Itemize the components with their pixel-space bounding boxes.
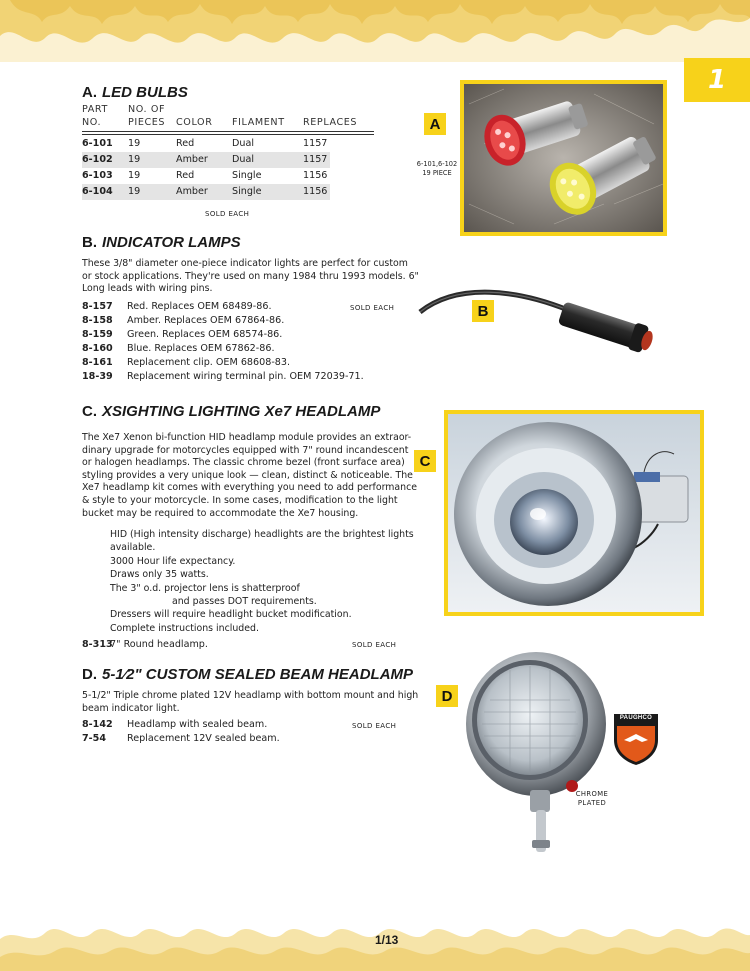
- desc-line: styling provides a very unique look — clean, distinct & noticeable. The: [82, 469, 413, 481]
- feature-line: available.: [110, 542, 156, 554]
- row-replaces: 1157: [303, 138, 328, 149]
- row-color: Red: [176, 138, 195, 149]
- section-c-description: [82, 432, 417, 520]
- part-desc: Green. Replaces OEM 68574-86.: [127, 329, 283, 340]
- caption-line: CHROME: [575, 790, 609, 798]
- flame-pattern: [0, 0, 750, 62]
- desc-line: or stock applications. They're used on many 1984 thru 1993 models. 6": [82, 270, 419, 282]
- section-b-description: [82, 258, 419, 296]
- section-c-name: XSIGHTING LIGHTING Xe7 HEADLAMP: [102, 403, 381, 420]
- row-pieces: 19: [128, 154, 141, 165]
- image-d-label: D: [436, 685, 458, 707]
- part-desc: Red. Replaces OEM 68489-86.: [127, 301, 272, 312]
- header-pieces-line2: PIECES: [128, 117, 166, 128]
- header-pieces: [128, 103, 165, 129]
- image-a-label: A: [424, 113, 446, 135]
- part-number: 8-313: [82, 639, 113, 650]
- image-c-label: C: [414, 450, 436, 472]
- section-c-features: [110, 528, 414, 635]
- part-desc: Blue. Replaces OEM 67862-86.: [127, 343, 275, 354]
- part-number: 8-159: [82, 329, 113, 340]
- image-b-label: B: [472, 300, 494, 322]
- xe7-headlamp-illustration: [448, 414, 700, 612]
- row-color: Amber: [176, 154, 208, 165]
- section-a-name: LED BULBS: [102, 84, 188, 101]
- section-b-letter: B.: [82, 234, 97, 251]
- part-number: 8-142: [82, 719, 113, 730]
- desc-line: & style to your motorcycle. In some cases, modification to the light: [82, 494, 398, 506]
- xe7-headlamp-photo: [444, 410, 704, 616]
- row-color: Red: [176, 170, 195, 181]
- part-desc: Replacement wiring terminal pin. OEM 72039-71.: [127, 371, 364, 382]
- header-pieces-line1: NO. OF: [128, 104, 166, 115]
- table-row: [82, 168, 330, 184]
- badge-brand-text: PAUGHCO: [619, 715, 653, 721]
- section-a-title: [82, 84, 188, 101]
- page-tab-number: 1: [707, 65, 727, 95]
- paughco-badge: [612, 710, 660, 766]
- header-part: [82, 103, 108, 129]
- section-c-title: [82, 403, 380, 420]
- section-d-description: [82, 690, 418, 715]
- desc-line: beam indicator light.: [82, 702, 180, 714]
- table-row: [82, 184, 330, 200]
- desc-line: 5-1/2" Triple chrome plated 12V headlamp with bottom mount and high: [82, 690, 419, 701]
- feature-line: 3000 Hour life expectancy.: [110, 555, 236, 567]
- part-number: 18-39: [82, 371, 113, 382]
- part-number: 8-161: [82, 357, 113, 368]
- part-number: 8-157: [82, 301, 113, 312]
- indicator-lamp-photo: [418, 276, 676, 370]
- header-color: COLOR: [176, 117, 213, 128]
- section-b-title: [82, 234, 241, 251]
- indicator-lamp-illustration: [418, 276, 676, 370]
- row-filament: Single: [232, 186, 262, 197]
- feature-line: Dressers will require headlight bucket modification.: [110, 609, 352, 621]
- header-part-line2: NO.: [82, 117, 102, 128]
- feature-line: The 3" o.d. projector lens is shatterproof: [110, 582, 300, 594]
- sealed-beam-headlamp-photo: [460, 640, 610, 858]
- row-part: 6-104: [82, 186, 113, 197]
- part-number: 7-54: [82, 733, 107, 744]
- section-a-letter: A.: [82, 84, 97, 101]
- header-replaces: REPLACES: [303, 117, 358, 128]
- feature-line: HID (High intensity discharge) headlights are the brightest lights: [110, 529, 414, 540]
- led-bulbs-illustration: [464, 84, 663, 232]
- page-number: 1/13: [375, 933, 399, 947]
- table-rule-bottom: [82, 134, 374, 135]
- row-part: 6-101: [82, 138, 113, 149]
- section-b-name: INDICATOR LAMPS: [102, 234, 241, 251]
- led-bulbs-photo: [460, 80, 667, 236]
- table-rule-top: [82, 131, 374, 132]
- part-desc: 7" Round headlamp.: [110, 639, 208, 650]
- desc-line: Long leads with wiring pins.: [82, 283, 213, 295]
- top-flame-banner: [0, 0, 750, 62]
- part-number: 8-160: [82, 343, 113, 354]
- section-b-sold-each: SOLD EACH: [350, 304, 395, 312]
- page-tab: [684, 58, 750, 102]
- feature-line: Complete instructions included.: [110, 622, 259, 634]
- header-filament: FILAMENT: [232, 117, 285, 128]
- feature-line: and passes DOT requirements.: [172, 596, 317, 608]
- section-d-name: 5-1⁄2" CUSTOM SEALED BEAM HEADLAMP: [102, 666, 414, 683]
- caption-line: PLATED: [577, 799, 607, 807]
- row-part: 6-102: [82, 154, 113, 165]
- part-desc: Headlamp with sealed beam.: [127, 719, 268, 730]
- section-c-sold-each: SOLD EACH: [352, 641, 397, 649]
- row-pieces: 19: [128, 170, 141, 181]
- part-desc: Replacement clip. OEM 68608-83.: [127, 357, 291, 368]
- table-row: [82, 152, 330, 168]
- desc-line: or halogen headlamps. The classic chrome bezel (front surface area): [82, 457, 405, 469]
- row-color: Amber: [176, 186, 208, 197]
- feature-line: Draws only 35 watts.: [110, 569, 209, 581]
- table-row: [82, 136, 330, 152]
- row-filament: Single: [232, 170, 262, 181]
- desc-line: The Xe7 Xenon bi-function HID headlamp module provides an extraor-: [82, 432, 412, 443]
- section-d-title: [82, 666, 413, 683]
- desc-line: Xe7 headlamp kit comes with everything you need to add performance: [82, 482, 417, 494]
- caption-line: 6-101,6-102: [416, 160, 458, 168]
- desc-line: bucket may be required to accommodate the Xe7 housing.: [82, 507, 359, 519]
- part-desc: Amber. Replaces OEM 67864-86.: [127, 315, 285, 326]
- section-d-letter: D.: [82, 666, 97, 683]
- row-part: 6-103: [82, 170, 113, 181]
- row-replaces: 1157: [303, 154, 328, 165]
- caption-line: 19 PIECE: [422, 169, 452, 177]
- sealed-beam-illustration: [460, 640, 610, 858]
- image-d-caption: [572, 790, 612, 808]
- row-pieces: 19: [128, 186, 141, 197]
- desc-line: dinary upgrade for motorcycles equipped with 7" round incandescent: [82, 444, 409, 456]
- part-number: 8-158: [82, 315, 113, 326]
- part-desc: Replacement 12V sealed beam.: [127, 733, 280, 744]
- section-c-letter: C.: [82, 403, 97, 420]
- row-pieces: 19: [128, 138, 141, 149]
- row-replaces: 1156: [303, 170, 328, 181]
- image-a-caption: [416, 160, 458, 178]
- section-d-sold-each: SOLD EACH: [352, 722, 397, 730]
- section-a-sold-each: SOLD EACH: [205, 210, 250, 218]
- row-replaces: 1156: [303, 186, 328, 197]
- row-filament: Dual: [232, 154, 255, 165]
- desc-line: These 3/8" diameter one-piece indicator lights are perfect for custom: [82, 258, 408, 269]
- header-part-line1: PART: [82, 104, 108, 115]
- row-filament: Dual: [232, 138, 255, 149]
